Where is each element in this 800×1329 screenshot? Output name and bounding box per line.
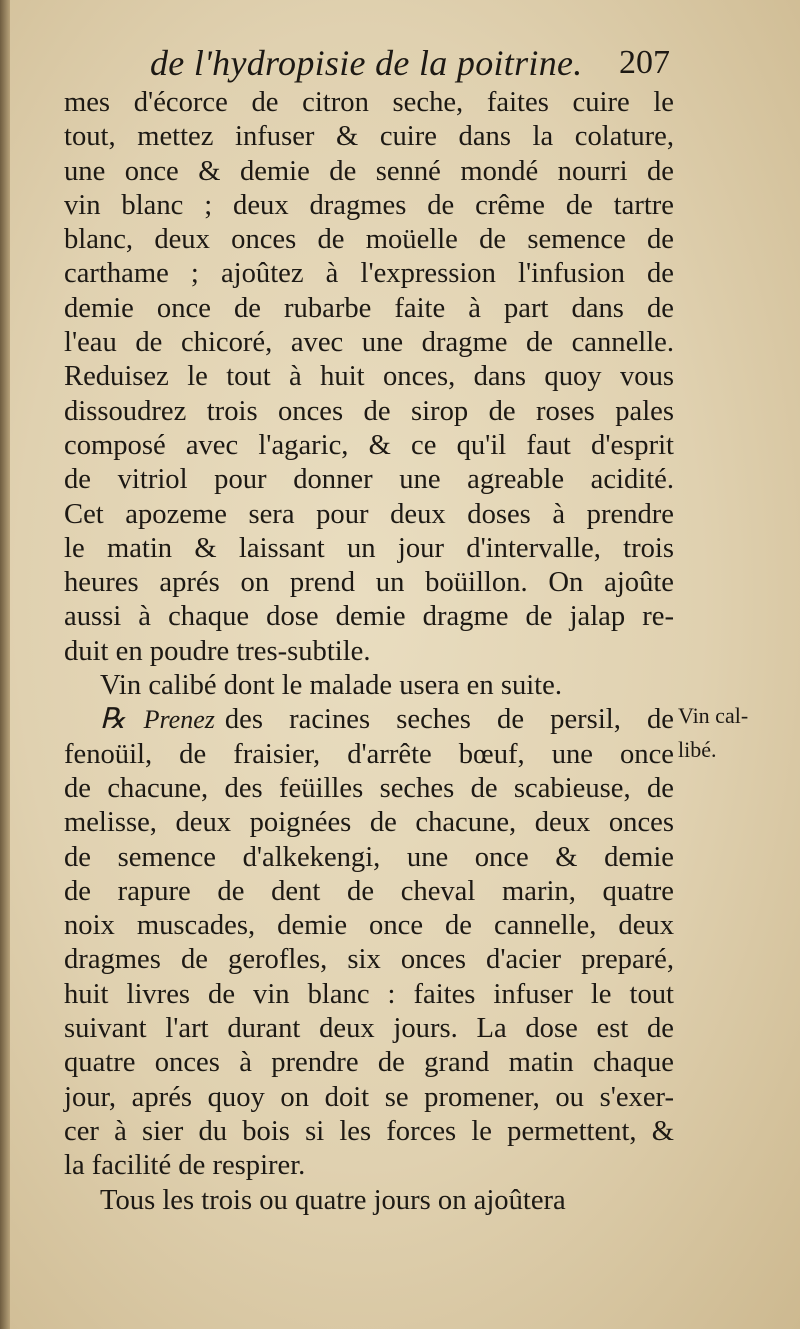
text-line: dissoudrez trois onces de sirop de roses pales [64,395,674,427]
text-line: de vitriol pour donner une agreable acidité. [64,464,674,496]
text-line: demie once de rubarbe faite à part dans de [64,292,674,324]
text-line: blanc, deux onces de moüelle de semence de [64,224,674,256]
section-heading: Vin calibé dont le malade usera en suite. [100,670,562,702]
text-line: heures aprés on prend un boüillon. On ajoûte [64,567,674,599]
text-line: Cet apozeme sera pour deux doses à prendre [64,498,674,530]
recipe-first-line-text: des racines seches de persil, de [224,704,674,736]
text-line: l'eau de chicoré, avec une dragme de cannelle. [64,327,674,359]
text-line: melisse, deux poignées de chacune, deux onces [64,807,674,839]
text-line: carthame ; ajoûtez à l'expression l'infusion de [64,258,674,290]
text-line: de chacune, des feüilles seches de scabieuse, de [64,772,674,804]
text-line: mes d'écorce de citron seche, faites cuire le [64,87,674,118]
text-line: Reduisez le tout à huit onces, dans quoy vous [64,361,674,393]
text-line: composé avec l'agaric, & ce qu'il faut d'esprit [64,429,674,461]
page-number: 207 [619,44,670,81]
recipe-symbol: ℞ [100,704,126,736]
text-line: le matin & laissant un jour d'intervalle, trois [64,532,674,564]
running-title: de l'hydropisie de la poitrine. [150,43,583,83]
page-gutter-shadow [0,0,10,1329]
page-body [64,86,674,1218]
final-line: Tous les trois ou quatre jours on ajoûtera [100,1184,566,1216]
text-line: dragmes de gerofles, six onces d'acier preparé, [64,944,674,976]
text-line: aussi à chaque dose demie dragme de jalap re- [64,601,674,633]
text-line: fenoüil, de fraisier, d'arrête bœuf, une once [64,738,674,770]
margin-note-line: libé. [678,737,717,762]
text-line: quatre onces à prendre de grand matin chaque [64,1047,674,1079]
margin-note [678,699,788,767]
text-line: cer à sier du bois si les forces le permettent, & [64,1115,674,1147]
page-header [150,40,670,88]
text-line: jour, aprés quoy on doit se promener, ou s'exer- [64,1081,674,1113]
text-line: une once & demie de senné mondé nourri de [64,155,674,187]
recipe-first-line [64,703,674,737]
text-line: de semence d'alkekengi, une once & demie [64,841,674,873]
text-line: la facilité de respirer. [64,1150,306,1182]
text-line: de rapure de dent de cheval marin, quatre [64,875,674,907]
text-line: tout, mettez infuser & cuire dans la colature, [64,121,674,153]
text-line: noix muscades, demie once de cannelle, deux [64,910,674,942]
margin-note-line: Vin cal- [678,703,749,728]
text-line: vin blanc ; deux dragmes de crême de tartre [64,189,674,221]
text-line: suivant l'art durant deux jours. La dose est de [64,1013,674,1045]
text-line: huit livres de vin blanc : faites infuser le tout [64,978,674,1010]
text-line: duit en poudre tres-subtile. [64,635,371,667]
recipe-lead-word: Prenez [143,705,215,735]
